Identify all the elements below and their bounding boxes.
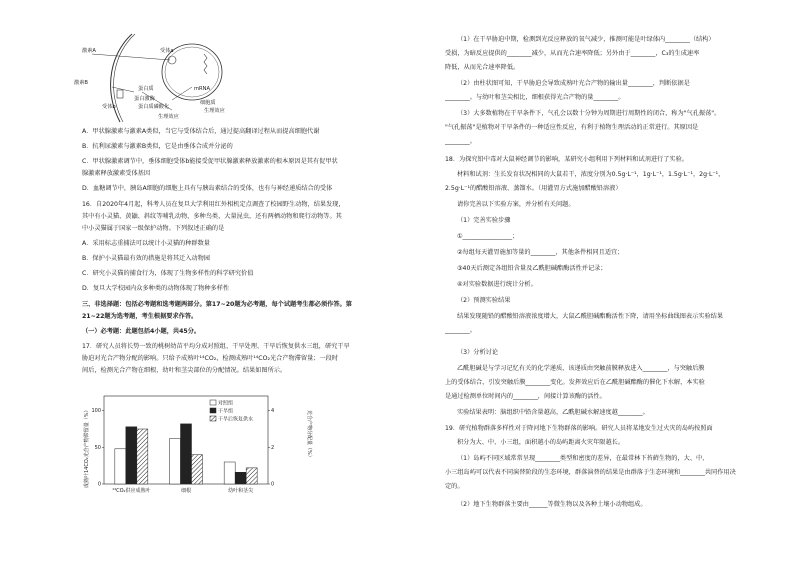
legend-label: 对照组 [218, 400, 234, 407]
left-tick-label: 100 [91, 408, 101, 415]
bar [235, 472, 246, 484]
right-axis-label: 光合产物分配量（%） [306, 410, 312, 460]
q17-item: （2）由柱状图可知，干旱胁迫会导致成熟叶光合产物的输出量________，判断依据是 [457, 80, 690, 87]
q18-step: （3）分析讨论 [457, 349, 499, 356]
q18-step: ④对实验数据进行统计分析。 [457, 281, 537, 288]
q18-step: 结果发现随铅的醋酸铅溶液浓度增大，大鼠乙酰胆碱酯酶活性下降，请用坐标曲线图表示实验结果 [457, 313, 724, 320]
q17-item: 受损，为暗反应提供的________减少，从而光合速率降低；另外由于________，C₃的生成速率 [445, 50, 700, 57]
q18-step: ①________________； [457, 233, 519, 240]
q19-item: （1）岛屿不同区域常常呈现________类型和密度的差异，在最常林下苔藓生物的，大、中、 [457, 455, 709, 462]
q18-step: 上的受体结合，引发突触后膜________变化。发挥效应后在乙酰胆碱酯酶的催化下水解，本实验 [445, 379, 705, 386]
diagram-label: mRNA [194, 86, 211, 92]
q19-item: （2）地下生物群落主要由______等微生物以及各种土壤小动物组成。 [457, 501, 647, 508]
q18-step: （1）完善实验步骤 [457, 217, 511, 224]
q17-stem: 间后，检测光合产物在细根、幼叶和茎尖部位的分配情况。结果如图所示。 [82, 367, 287, 374]
diagram-label: 蛋白质 [138, 86, 154, 92]
q18-step: ③40天后测定各组铅含量及乙酰胆碱酯酶活性并记录； [457, 265, 607, 272]
q18-step: ________。 [445, 327, 476, 334]
q15-option-d: D．血糖调节中，胰岛A细胞的细胞上具有与胰岛素结合的受体，也有与神经递质结合的受体 [82, 185, 333, 192]
legend-label: 干旱后恢复供水 [218, 416, 254, 423]
legend-label: 干旱组 [218, 408, 234, 415]
bar [126, 427, 137, 484]
q17-item: "气孔振荡"是植物对干旱条件的一种适应性反应，有利于植物生理活动的正常进行。其原因是 [445, 124, 699, 131]
q17-item: （3）大多数植物在干旱条件下，气孔会以数十分钟为周期进行周期性的闭合，称为"气孔振荡"。 [457, 110, 721, 117]
diagram-label: 蛋白质磷酸化 [138, 104, 170, 110]
q18-step: 是通过检测单位时间内的________，间接计算该酶的活性。 [445, 393, 606, 400]
q18-stem: 材料和试剂：生长发育状况相同的大鼠若干，浓度分别为0.5g·L⁻¹，1g·L⁻¹，1.5g·L⁻¹，2g·L⁻¹， [457, 171, 725, 178]
section-3-heading: 21~22题为选考题，考生根据要求作答。 [82, 313, 198, 320]
q18-stem: 2.5g·L⁻¹的醋酸铅溶液、蒸馏水。（用灌胃方式施加醋酸铅溶液） [445, 185, 622, 192]
right-tick-label: 4 [271, 408, 275, 415]
legend-swatch [210, 408, 216, 413]
q15-option-a: A．甲状腺激素与激素A类似，当它与受体结合后，通过提高翻译过程从而提高细胞代谢 [82, 128, 320, 135]
q19-stem: 19．研究植物群落多样性对于降河地下生物群落的影响。研究人员将某地发生过火灾的岛屿按照面 [445, 425, 713, 432]
diagram-label: 蛋白激酶 [134, 96, 155, 102]
legend-swatch [210, 416, 216, 421]
diagram-label: 受体a [160, 48, 174, 54]
diagram-label: 细胞质 [200, 100, 216, 106]
right-column [397, 0, 794, 562]
q17-item: ________。 [445, 138, 476, 145]
q17-item: （1）在干旱胁迫中期，检测到光反应释放的氧气减少，推测可能是叶绿体内________（结构） [457, 36, 715, 43]
left-tick-label: 50 [94, 444, 101, 451]
diagram-label: 生理效应 [204, 108, 225, 114]
q18-step: 实验结果表明：脑组织中铅含量越高，乙酰胆碱水解速度越________。 [457, 409, 649, 416]
diagram-label: 激素A [82, 48, 96, 54]
diagram-label: 激素B [74, 80, 88, 86]
q17-item: 降低，从而光合速率降低。 [445, 64, 520, 71]
q17-stem: 胁迫对光合产物分配的影响。只给予成熟叶¹⁴CO₂，检测成熟叶¹⁴CO₂光合产物滞留量；一段时 [82, 355, 339, 362]
q17-item: ________。与幼叶和茎尖相比，细根获得光合产物的量________。 [445, 94, 625, 101]
q15-option-c-cont: 腺激素释放激素受体基因 [82, 170, 151, 177]
bar [246, 468, 257, 484]
q18-step: 乙酰胆碱是与学习记忆有关的化学递质，该递质由突触前膜释放进入________，与突触后膜 [457, 365, 705, 372]
bar [170, 439, 181, 484]
bar [115, 449, 126, 484]
q16-stem: 其中有小灵猫、黄鼬、斜纹等哺乳动物，多种鸟类，大量昆虫，还有两栖动物和爬行动物等。其 [82, 213, 342, 220]
q15-option-c: C．甲状腺激素调节中，垂体细胞受体b能接受促甲状腺激素释放激素的根本原因是其有促甲状 [82, 158, 338, 165]
q16-option-d: D．复旦大学校园内众多种类的动物体现了物种多样性 [82, 285, 230, 292]
bar [192, 455, 203, 484]
q18-step: （2）预测实验结果 [457, 297, 511, 304]
diagram-label: 生理效应 [158, 114, 179, 120]
q19-item: 定的。 [445, 483, 464, 490]
left-tick-label: 0 [97, 481, 101, 488]
diagram-label: 受体b [102, 104, 116, 110]
bar [137, 429, 148, 484]
right-tick-label: 0 [271, 481, 275, 488]
bar [224, 462, 235, 484]
legend-swatch [210, 400, 216, 405]
q17-stem: 17．研究人员将长势一致的桃树幼苗平均分成对照组、干旱处理、干旱后恢复供水三组，研究干旱 [82, 343, 350, 350]
q16-option-c: C．研究小灵猫的捕食行为，体现了生物多样性的科学研究价值 [82, 270, 254, 277]
q18-stem: 18．为探究铅中毒对大鼠神经调节的影响，某研究小组利用下列材料和试剂进行了实验。 [445, 156, 688, 163]
q19-item: 小三组岛屿可以代表不同演替阶段的生态环境，群落演替的结果是由群落于生态环境和________共同作用决 [445, 469, 736, 476]
q16-option-a: A．采用标志重捕法可以统计小灵猫的种群数量 [82, 240, 210, 247]
q18-stem: 请你完善以下实验方案，并分析有关问题。 [457, 201, 575, 208]
photosynthate-bar-chart [82, 388, 314, 500]
q16-stem: 16．自2020年4月起，科考人员在复旦大学利用红外相机定点调查了校园野生动物，结果发现， [82, 201, 345, 208]
subsection-heading: （一）必考题：此题包括4小题，共45分。 [82, 328, 201, 335]
bar [181, 424, 192, 484]
hormone-signaling-diagram [72, 32, 232, 124]
category-label: ¹⁴CO₂供应成熟叶 [112, 488, 151, 494]
right-tick-label: 2 [271, 444, 275, 451]
category-label: 幼叶和茎尖 [228, 488, 254, 494]
q16-stem: 中小灵猫属于国家一级保护动物。下列叙述正确的是 [82, 225, 225, 232]
q18-step: ②每组每天灌胃施加等量的________，其他条件相同且适宜； [457, 249, 624, 256]
category-label: 细根 [180, 488, 192, 494]
q19-stem: 积分为大、中、小三组，面积越小的岛屿距离火灾年限越长。 [457, 439, 625, 446]
left-axis-label: 成熟叶14CO₂光合产物滞留量（%） [84, 407, 90, 488]
section-3-heading: 三、非选择题：包括必考题和选考题两部分。第17~20题为必考题，每个试题考生都必须作答。第 [82, 301, 352, 308]
q16-option-b: B．保护小灵猫最有效的措施是将其迁入动物园 [82, 255, 210, 262]
q15-option-b: B．抗利尿激素与激素B类似，它是由垂体合成并分泌的 [82, 143, 233, 150]
